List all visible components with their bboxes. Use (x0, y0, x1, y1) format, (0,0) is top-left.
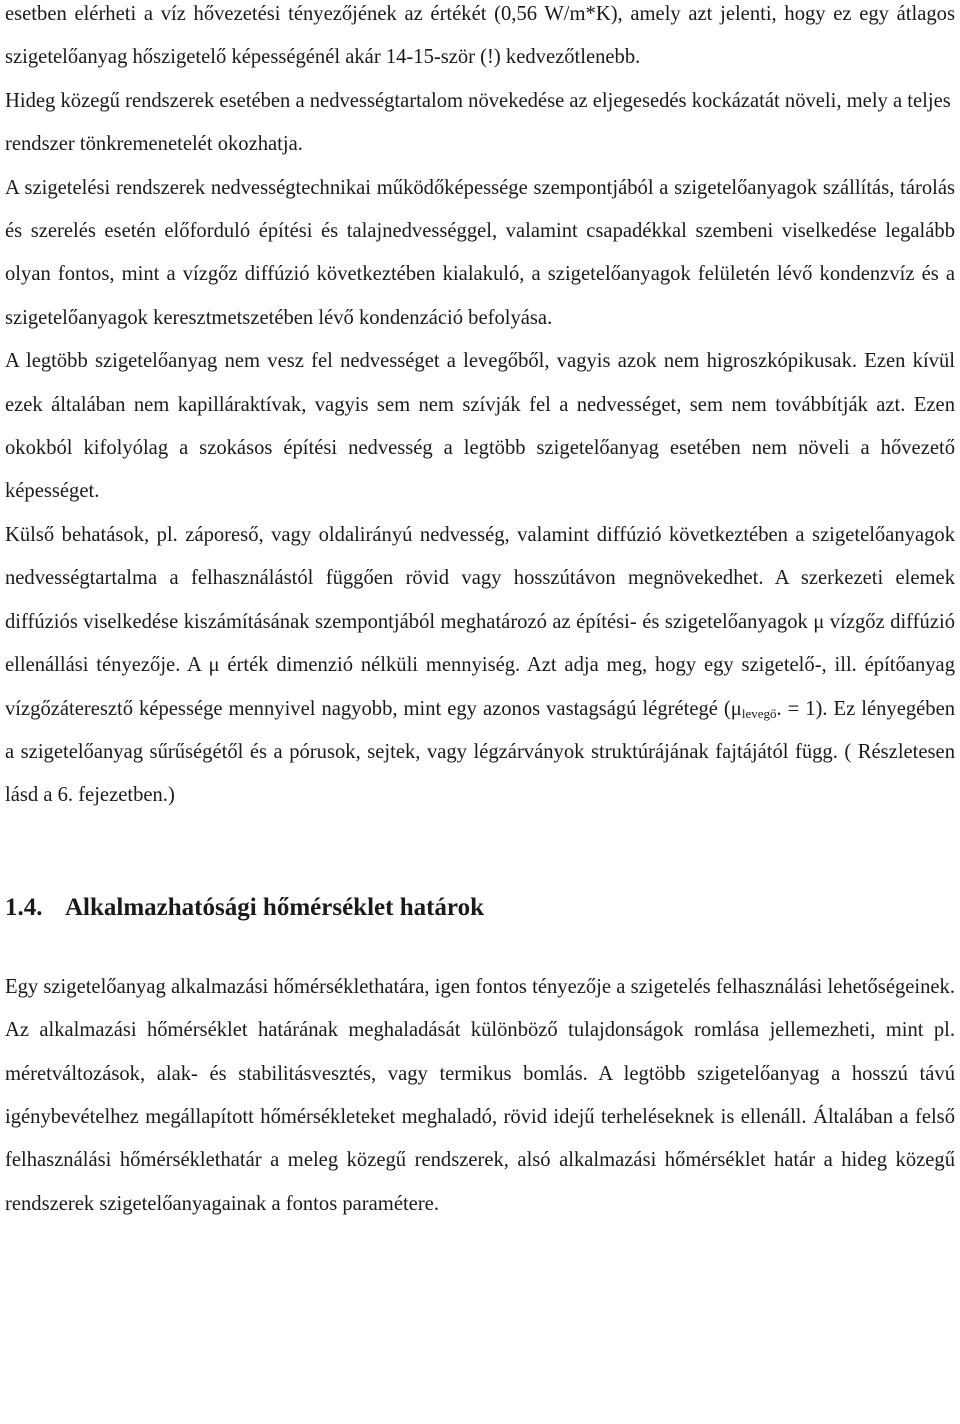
paragraph-temperature-limits: Egy szigetelőanyag alkalmazási hőmérséklethatára, igen fontos tényezője a szigetelés felhasználási lehetőségeinek. Az alkalmazási hőmérséklet határának meghaladását különböző tulajdonságok romlása jellemezheti, mint pl. méretváltozások, alak- és stabilitásvesztés, vagy termikus bomlás. A legtöbb szigetelőanyag a hosszú távú igénybevételhez megállapított hőmérsékleteket meghaladó, rövid idejű terheléseknek is ellenáll. Általában a felső felhasználási hőmérséklethatár a meleg közegű rendszerek, alsó alkalmazási hőmérséklet határ a hideg közegű rendszerek szigetelőanyagainak a fontos paramétere. (5, 975, 955, 1215)
paragraph-moisture-technique: A szigetelési rendszerek nedvességtechnikai működőképessége szempontjából a szigetelőanyagok szállítás, tárolás és szerelés esetén előforduló építési és talajnedvességgel, valamint csapadékkal szembeni viselkedése legalább olyan fontos, mint a vízgőz diffúzió következtében kialakuló, a szigetelőanyagok felületén lévő kondenzvíz és a szigetelőanyagok keresztmetszetében lévő kondenzáció befolyása. (5, 176, 955, 329)
paragraph-hygroscopic: A legtöbb szigetelőanyag nem vesz fel nedvességet a levegőből, vagyis azok nem higroszkópikusak. Ezen kívül ezek általában nem kapilláraktívak, vagyis sem nem szívják fel a nedvességet, sem nem továbbítják azt. Ezen okokból kifolyólag a szokásos építési nedvesség a legtöbb szigetelőanyag esetében nem növeli a hővezető képességet. (5, 350, 955, 503)
heading-spacer (5, 923, 955, 966)
paragraph-external-effects (5, 514, 955, 818)
air-subscript: levegő (741, 705, 777, 721)
paragraph-cold-systems: Hideg közegű rendszerek esetében a nedvességtartalom növekedése az eljegesedés kockázatát növeli, mely a teljes rendszer tönkremenetelét okozhatja. (5, 89, 951, 156)
paragraph-external-effects-part2: . = 1). Ez lényegében a szigetelőanyag sűrűségétől és a pórusok, sejtek, vagy légzárványok struktúrájának fajtájától függ. ( Részletesen lásd a 6. fejezetben.) (5, 697, 956, 807)
section-number: 1.4. (5, 893, 43, 921)
section-heading (5, 893, 955, 923)
document-page (5, 0, 955, 1226)
paragraph-external-effects-part1: Külső behatások, pl. záporeső, vagy oldalirányú nedvesség, valamint diffúzió következtében a szigetelőanyagok nedvességtartalma a felhasználástól függően rövid vagy hosszútávon megnövekedhet. A szerkezeti elemek diffúziós viselkedése kiszámításának szempontjából meghatározó az építési- és szigetelőanyagok μ vízgőz diffúzió ellenállási tényezője. A μ érték dimenzió nélküli mennyiség. Azt adja meg, hogy egy szigetelő-, ill. építőanyag vízgőzáteresztő képessége mennyivel nagyobb, mint egy azonos vastagságú légrétegé (μ (5, 523, 955, 720)
paragraph-water-conductivity: esetben elérheti a víz hővezetési tényezőjének az értékét (0,56 W/m*K), amely azt jelenti, hogy ez egy átlagos szigetelőanyag hőszigetelő képességénél akár 14-15-ször (!) kedvezőtlenebb. (5, 3, 955, 69)
section-title: Alkalmazhatósági hőmérséklet határok (65, 893, 484, 921)
